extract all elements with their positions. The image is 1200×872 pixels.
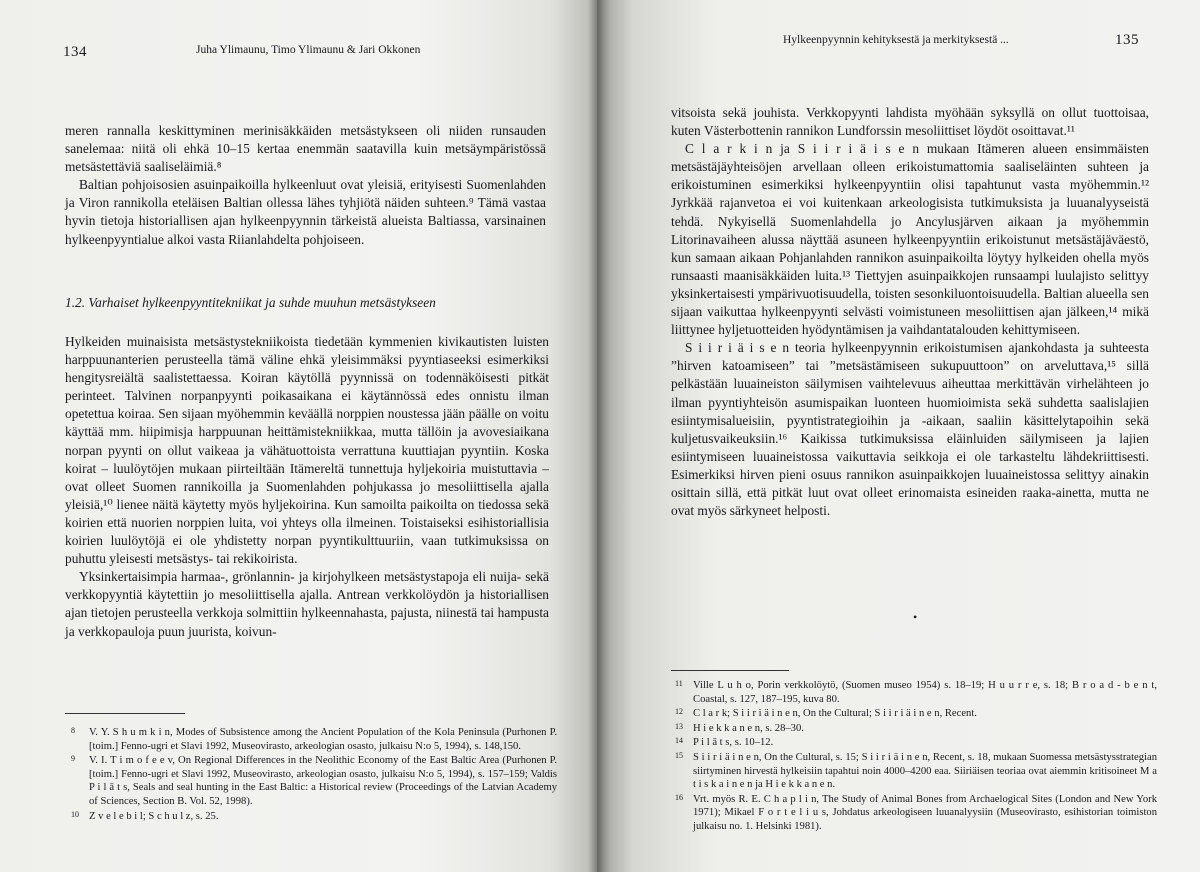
paragraph: Yksinkertaisimpia harmaa-, grönlannin- ja kirjohylkeen metsästystapoja eli nuija- sekä verkkopyyntiä käytettiin jo mesoliittisella ajalla. Antrean verkkolöydön ja historiallisen ajan tietojen perusteella verkkoja solmittiin hylkeennahasta, pajusta, niinestä tai hampusta ja verkkopauloja puun juurista, koivun- — [65, 569, 549, 639]
left-page — [0, 0, 597, 872]
footnote-mark: 12 — [675, 707, 683, 717]
section-body — [65, 333, 549, 641]
footnote — [71, 754, 557, 808]
footnote-mark: 10 — [71, 809, 79, 819]
footnote-text: Ville L u h o, Porin verkkolöytö, (Suomen museo 1954) s. 18–19; H u u r r e, s. 18; B r o a d - b e n t, Coastal, s. 127, 187–195, kuva 80. — [693, 680, 1157, 705]
footnote-text: Vrt. myös R. E. C h a p l i n, The Study of Animal Bones from Archaelogical Sites (London and New York 1971); Mikael F o r t e l i u s, Johdatus arkeologiseen luuanalyysiin (Museovirasto, esihistorian toimiston julkaisu no. 1. Helsinki 1981). — [693, 793, 1157, 832]
footnote — [675, 722, 1157, 736]
footnote — [675, 736, 1157, 750]
footnote — [71, 726, 557, 753]
section-heading: 1.2. Varhaiset hylkeenpyyntitekniikat ja suhde muuhun metsästykseen — [65, 295, 436, 310]
footnote-mark: 11 — [675, 679, 683, 688]
right-page — [597, 0, 1200, 872]
footnote-mark: 9 — [71, 754, 75, 764]
footnote-rule — [65, 713, 185, 714]
footnote — [675, 707, 1157, 721]
footnote — [675, 793, 1157, 834]
footnote-text: Z v e l e b i l; S c h u l z, s. 25. — [89, 810, 219, 822]
footnote-mark: 8 — [71, 726, 75, 735]
stray-mark: • — [913, 610, 918, 624]
footnote-mark: 14 — [675, 736, 683, 746]
running-head: Hylkeenpyynnin kehityksestä ja merkityksestä ... — [783, 34, 1009, 46]
paragraph: Baltian pohjoisosien asuinpaikoilla hylkeenluut ovat yleisiä, erityisesti Suomenlahden ja Viron rannikolla eteläisen Baltian ollessa lähes tyhjiötä näiden suhteen.⁹ Tämä vastaa hyvin tietoja historiallisen ajan hylkeenpyynnin tärkeistä alueista Baltiassa, varsinainen hylkeenpyyntialue alkoi vasta Riianlahdelta pohjoiseen. — [65, 177, 546, 247]
page-number: 135 — [1115, 32, 1139, 48]
footnote-text: C l a r k; S i i r i ä i n e n, On the Cultural; S i i r i ä i n e n, Recent. — [693, 708, 977, 720]
running-head: Juha Ylimaunu, Timo Ylimaunu & Jari Okkonen — [196, 44, 421, 56]
footnotes — [675, 679, 1157, 835]
footnote-mark: 13 — [675, 721, 683, 731]
paragraph: C l a r k i n ja S i i r i ä i s e n mukaan Itämeren alueen ensimmäisten metsästäjäyhteisöjen arvellaan olleen erikoistumattomia saaliseläinten suhteen ja erikoistuminen esimerkiksi hylkeenpyyntiin olisi tapahtunut vasta myöhemmin.¹² Jyrkkää rajanvetoa ei voi kuitenkaan arkeologisista tutkimuksista ja luuanalyyseistä tehdä. Nykyisellä Suomenlahdella jo Ancylusjärven aikaan ja myöhemmin Litorinavaiheen alussa näyttää asuneen hylkeenpyyntiin erikoistunut metsästäjäväestö, kun samaan aikaan Pohjanlahden rannikon asuinpaikoilta löytyy hylkeiden ohella myös runsaasti maanisäkkäiden luita.¹³ Tiettyjen asuinpaikkojen runsaampi luulajisto selittyy yksinkertaisesti ympärivuotisuudella, toisten sesonkiluontoisuudella. Baltian alueella sen sijaan vaikuttaa hylkeenpyynti selvästi voimistuneen mesoliittisen ajan jälkeen,¹⁴ mikä liittynee hyljetuotteiden hyödyntämisen ja vaihdantatalouden kehittymiseen. — [671, 141, 1149, 338]
footnote-text: H i e k k a n e n, s. 28–30. — [693, 722, 804, 734]
footnote-text: V. Y. S h u m k i n, Modes of Subsistence among the Ancient Population of the Kola Peninsula (Purhonen P. [toim.] Fenno-ugri et Slavi 1992, Museovirasto, arkeologian osasto, julkaisu N:o 5, 1994), s. 148,150. — [89, 727, 557, 752]
footnote-text: P i l ā t s, s. 10–12. — [693, 737, 774, 749]
paragraph: Hylkeiden muinaisista metsästystekniikoista tiedetään kymmenien kivikautisten luisten harppuunanterien perusteella tämä väline ehkä yleisimmäksi pyyntiaseeksi esimerkiksi hengitysreiältä saalistettaessa. Koiran käytöllä pyynnissä on todennäköisesti pitkät perinteet. Talvinen norpanpyynti poikasaikana ei käytännössä edes onnistu ilman opetettua koiraa. Sen sijaan myöhemmin keväällä norppien noustessa jään päälle on voitu käyttää mm. hiipimisja harppuunan heittämistekniikkaa, mutta tällöin ja avovesiaikana norpan pyynti on ollut vaikeaa ja vähätuottoista verrattuna kuuttiajan pyyntiin. Koska koirat – luulöytöjen mukaan piirteiltään Itämereltä tunnettuja hyljekoiria muistuttavia – ovat olleet Suomen rannikoilla ja Suomenlahden pohjukassa jo mesoliittisella ajalla yleisiä,¹⁰ lienee näitä käytetty myös hyljekoirina. Kun samoilta paikoilta on tiedossa sekä koirien että nuorien norppien luita, voi yhteys olla ilmeinen. Toistaiseksi esihistoriallisia koirien luulöytöjä ei ole yhdistetty norpan pyyntikulttuuriin, vaan tutkimuksissa on puhuttu yleisesti metsästys- tai rekikoirista. — [65, 334, 549, 567]
paragraph: vitsoista sekä jouhista. Verkkopyynti lahdista myöhään syksyllä on ollut tuottoisaa, kuten Västerbottenin rannikon Lundforssin mesoliittiset löydöt osoittavat.¹¹ — [671, 105, 1149, 139]
body-text — [65, 122, 546, 249]
footnote — [71, 810, 557, 824]
footnote-text: V. I. T i m o f e e v, On Regional Differences in the Neolithic Economy of the East Baltic Area (Purhonen P. [toim.] Fenno-ugri et Slavi 1992, Museovirasto, arkeologian osasto, julkaisu N:o 5, 1994), s. 157–159; Valdis P i l ā t s, Seals and seal hunting in the East Baltic: a Historical review (Proceedings of the Latvian Academy of Sciences, Section B. Vol. 52, 1998). — [89, 755, 557, 807]
paragraph: meren rannalla keskittyminen merinisäkkäiden metsästykseen oli niiden runsauden sanelemaa: niitä oli ehkä 10–15 kertaa enemmän saatavilla kuin metsäympäristössä metsästettäviä saaliseläimiä.⁸ — [65, 123, 546, 175]
footnote-mark: 16 — [675, 792, 683, 802]
page-number: 134 — [63, 44, 87, 60]
footnote-mark: 15 — [675, 750, 683, 760]
paragraph: S i i r i ä i s e n teoria hylkeenpyynnin erikoistumisen ajankohdasta ja suhteesta ”hirven katoamiseen” tai ”metsästämiseen sukupuuttoon” on arveluttava,¹⁵ sillä pelkästään luuaineiston säilymisen vaihtelevuus aiheuttaa merkittävän virhelähteen jo ilman pyyntiyhteisön asumispaikan luonteen huomioimista sekä suhdetta saalislajien esiintymisalueisiin, pyyntistrategioihin ja -aikaan, saaliin käsittelytapoihin sekä kuljetusvaikeuksiin.¹⁶ Kaikissa tutkimuksissa eläinluiden säilymiseen ja lajien esiintymiseen luuaineistossa vaikuttavia seikkoja ei ole tarkasteltu lähdekriittisesti. Esimerkiksi hirven pieni osuus rannikon asuinpaikkojen luuaineistossa selittyy ainakin osittain sillä, että pitkät luut ovat olleet erinomaista esineiden raaka-ainetta, mutta ne ovat myös särkyneet helposti. — [671, 340, 1149, 519]
body-text — [671, 104, 1149, 520]
footnote — [675, 679, 1157, 706]
footnote — [675, 751, 1157, 792]
footnote-text: S i i r i ä i n e n, On the Cultural, s. 15; S i i r i ä i n e n, Recent, s. 18, mukaan Suomessa metsästysstrategian siirtyminen hirvestä hylkeisiin tapahtui noin 4000–4200 eaa. Siiriäisen teoriaa ovat aiemmin kritisoineet M a t i s k a i n e n ja H i e k k a n e n. — [693, 751, 1157, 791]
footnotes — [71, 726, 557, 824]
footnote-rule — [671, 670, 789, 671]
